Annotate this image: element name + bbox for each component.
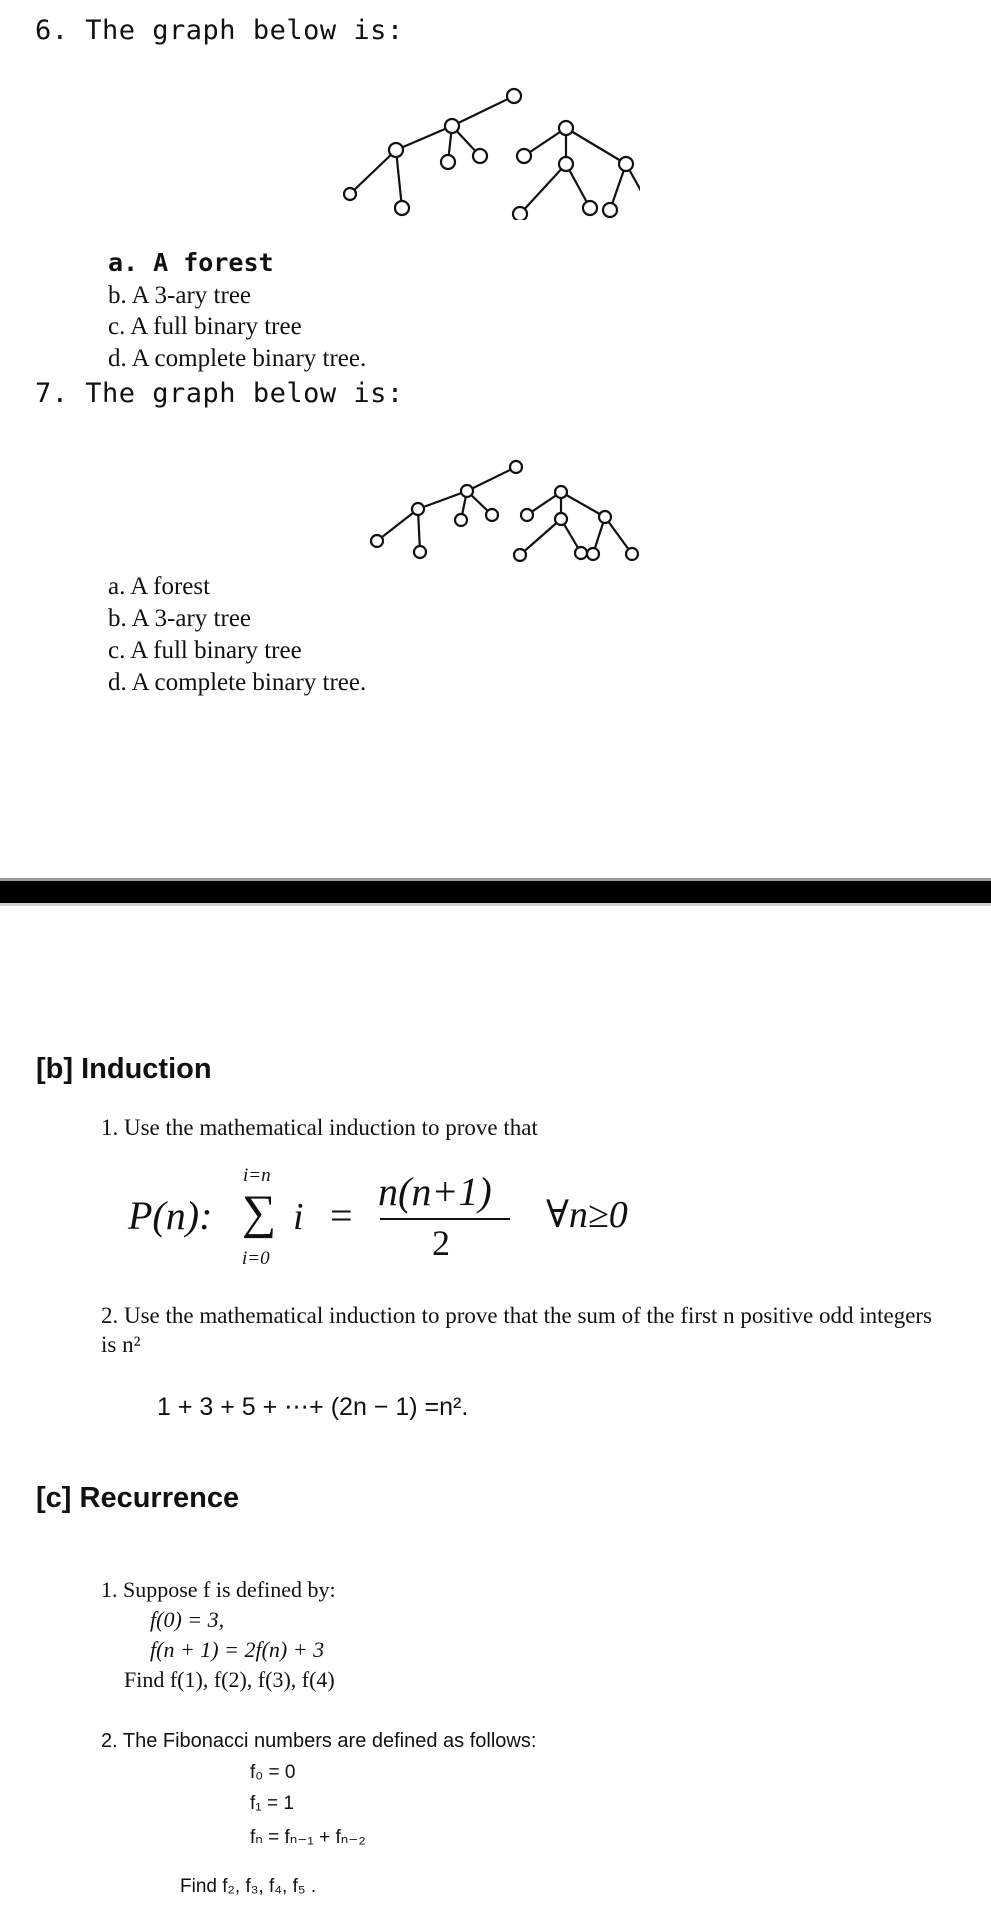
formula-sum-bottom: i=0 (242, 1248, 270, 1269)
formula-sum-symbol: ∑ (242, 1186, 277, 1239)
q6-option-d: d. A complete binary tree. (108, 345, 367, 372)
q6-forest-graph (340, 80, 640, 220)
fibonacci-f0: f₀ = 0 (250, 1762, 296, 1783)
recurrence-problem-1: 1. Suppose f is defined by: (101, 1577, 336, 1602)
induction-title: [b] Induction (36, 1053, 212, 1085)
formula-equals: = (330, 1193, 353, 1238)
formula-fraction-bar (380, 1218, 510, 1220)
fibonacci-f1: f₁ = 1 (250, 1793, 294, 1814)
q7-option-d: d. A complete binary tree. (108, 669, 367, 696)
q7-forest-graph (365, 455, 645, 565)
q6-heading: 6. The graph below is: (35, 15, 404, 46)
recurrence-fn1: f(n + 1) = 2f(n) + 3 (150, 1637, 325, 1662)
induction-problem-1: 1. Use the mathematical induction to prove that (101, 1115, 538, 1140)
induction-problem-2-line1: 2. Use the mathematical induction to prove that the sum of the first n positive odd integers (101, 1303, 933, 1328)
formula-quantifier: ∀n≥0 (546, 1194, 628, 1236)
formula-sum-var: i (293, 1196, 304, 1238)
recurrence-f0: f(0) = 3, (150, 1607, 225, 1632)
fibonacci-find: Find f₂, f₃, f₄, f₅ . (180, 1876, 317, 1897)
formula-sum-top: i=n (243, 1165, 271, 1186)
induction-series: 1 + 3 + 5 + ⋯+ (2n − 1) =n². (157, 1393, 469, 1421)
recurrence-problem-2: 2. The Fibonacci numbers are defined as follows: (101, 1730, 537, 1752)
q7-heading: 7. The graph below is: (35, 378, 404, 409)
formula-denominator: 2 (432, 1223, 450, 1263)
divider-black-bar (0, 881, 991, 903)
formula-numerator: n(n+1) (378, 1169, 492, 1214)
q6-option-b: b. A 3-ary tree (108, 282, 252, 309)
fibonacci-fn: fₙ = fₙ₋₁ + fₙ₋₂ (250, 1827, 366, 1848)
induction-problem-2-line2: is n² (101, 1332, 141, 1357)
q7-option-c: c. A full binary tree (108, 637, 302, 664)
q7-option-a: a. A forest (108, 573, 211, 600)
formula-lhs: P(n): (128, 1193, 213, 1238)
q6-option-a: a. A forest (108, 248, 274, 277)
recurrence-title: [c] Recurrence (36, 1482, 240, 1514)
q7-option-b: b. A 3-ary tree (108, 605, 252, 632)
divider-bottom-line (0, 903, 991, 906)
recurrence-find-1: Find f(1), f(2), f(3), f(4) (124, 1667, 335, 1692)
q6-option-c: c. A full binary tree (108, 313, 302, 340)
